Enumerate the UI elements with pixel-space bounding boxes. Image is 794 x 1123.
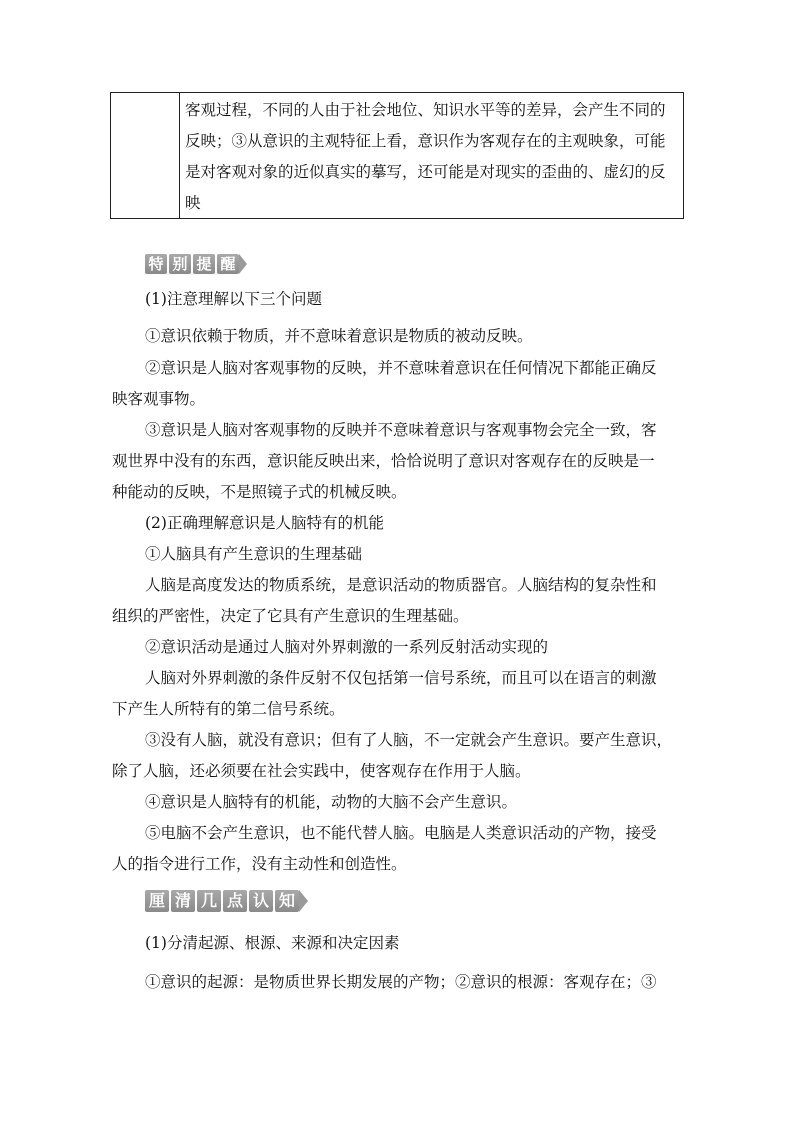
paragraph-line: 观世界中没有的东西，意识能反映出来，恰恰说明了意识对客观存在的反映是一 xyxy=(112,452,655,470)
table-fragment xyxy=(110,92,684,219)
paragraph-line: ①人脑具有产生意识的生理基础 xyxy=(145,545,363,563)
paragraph-line: ③没有人脑，就没有意识；但有了人脑，不一定就会产生意识。要产生意识， xyxy=(145,731,673,749)
paragraph-line: 组织的严密性，决定了它具有产生意识的生理基础。 xyxy=(112,607,469,625)
badge-char: 认 xyxy=(249,890,273,912)
badge-char: 别 xyxy=(169,254,191,274)
table-text-line: 是对客观对象的近似真实的摹写，还可能是对现实的歪曲的、虚幻的反 xyxy=(185,163,666,181)
paragraph-line: ①意识依赖于物质，并不意味着意识是物质的被动反映。 xyxy=(145,327,533,345)
badge-arrow-icon xyxy=(239,254,247,274)
paragraph-line: 人脑对外界刺激的条件反射不仅包括第一信号系统，而且可以在语言的刺激 xyxy=(145,669,657,687)
table-text-line: 反映；③从意识的主观特征上看，意识作为客观存在的主观映象，可能 xyxy=(185,132,666,150)
paragraph-line: 除了人脑，还必须要在社会实践中，使客观存在作用于人脑。 xyxy=(112,762,531,780)
special-reminder-badge xyxy=(145,254,247,274)
paragraph-line: 种能动的反映，不是照镜子式的机械反映。 xyxy=(112,483,407,501)
paragraph-line: 人脑是高度发达的物质系统，是意识活动的物质器官。人脑结构的复杂性和 xyxy=(145,576,657,594)
paragraph-line: (2)正确理解意识是人脑特有的机能 xyxy=(145,514,384,532)
paragraph-line: ③意识是人脑对客观事物的反映并不意味着意识与客观事物会完全一致，客 xyxy=(145,421,657,439)
paragraph-line: ⑤电脑不会产生意识，也不能代替人脑。电脑是人类意识活动的产物，接受 xyxy=(145,824,657,842)
table-text-line: 客观过程，不同的人由于社会地位、知识水平等的差异，会产生不同的 xyxy=(185,101,666,119)
badge-char: 知 xyxy=(275,890,299,912)
badge-arrow-icon xyxy=(299,890,308,912)
table-right-cell xyxy=(185,95,681,219)
paragraph-line: (1)注意理解以下三个问题 xyxy=(145,290,322,308)
paragraph-line: ①意识的起源：是物质世界长期发展的产物；②意识的根源：客观存在；③ xyxy=(145,973,657,991)
badge-char: 几 xyxy=(197,890,221,912)
paragraph-line: (1)分清起源、根源、来源和决定因素 xyxy=(145,934,400,952)
paragraph-line: 人的指令进行工作，没有主动性和创造性。 xyxy=(112,855,407,873)
badge-char: 点 xyxy=(223,890,247,912)
badge-char: 清 xyxy=(171,890,195,912)
clarify-points-badge xyxy=(145,890,308,912)
table-text-line: 映 xyxy=(185,194,201,212)
badge-char: 厘 xyxy=(145,890,169,912)
paragraph-line: ②意识活动是通过人脑对外界刺激的一系列反射活动实现的 xyxy=(145,638,549,656)
badge-char: 特 xyxy=(145,254,167,274)
paragraph-line: ②意识是人脑对客观事物的反映，并不意味着意识在任何情况下都能正确反 xyxy=(145,359,657,377)
badge-char: 提 xyxy=(193,254,215,274)
paragraph-line: 下产生人所特有的第二信号系统。 xyxy=(112,700,345,718)
table-left-cell xyxy=(111,93,180,218)
badge-char: 醒 xyxy=(217,254,239,274)
paragraph-line: 映客观事物。 xyxy=(112,390,206,408)
paragraph-line: ④意识是人脑特有的机能，动物的大脑不会产生意识。 xyxy=(145,793,518,811)
